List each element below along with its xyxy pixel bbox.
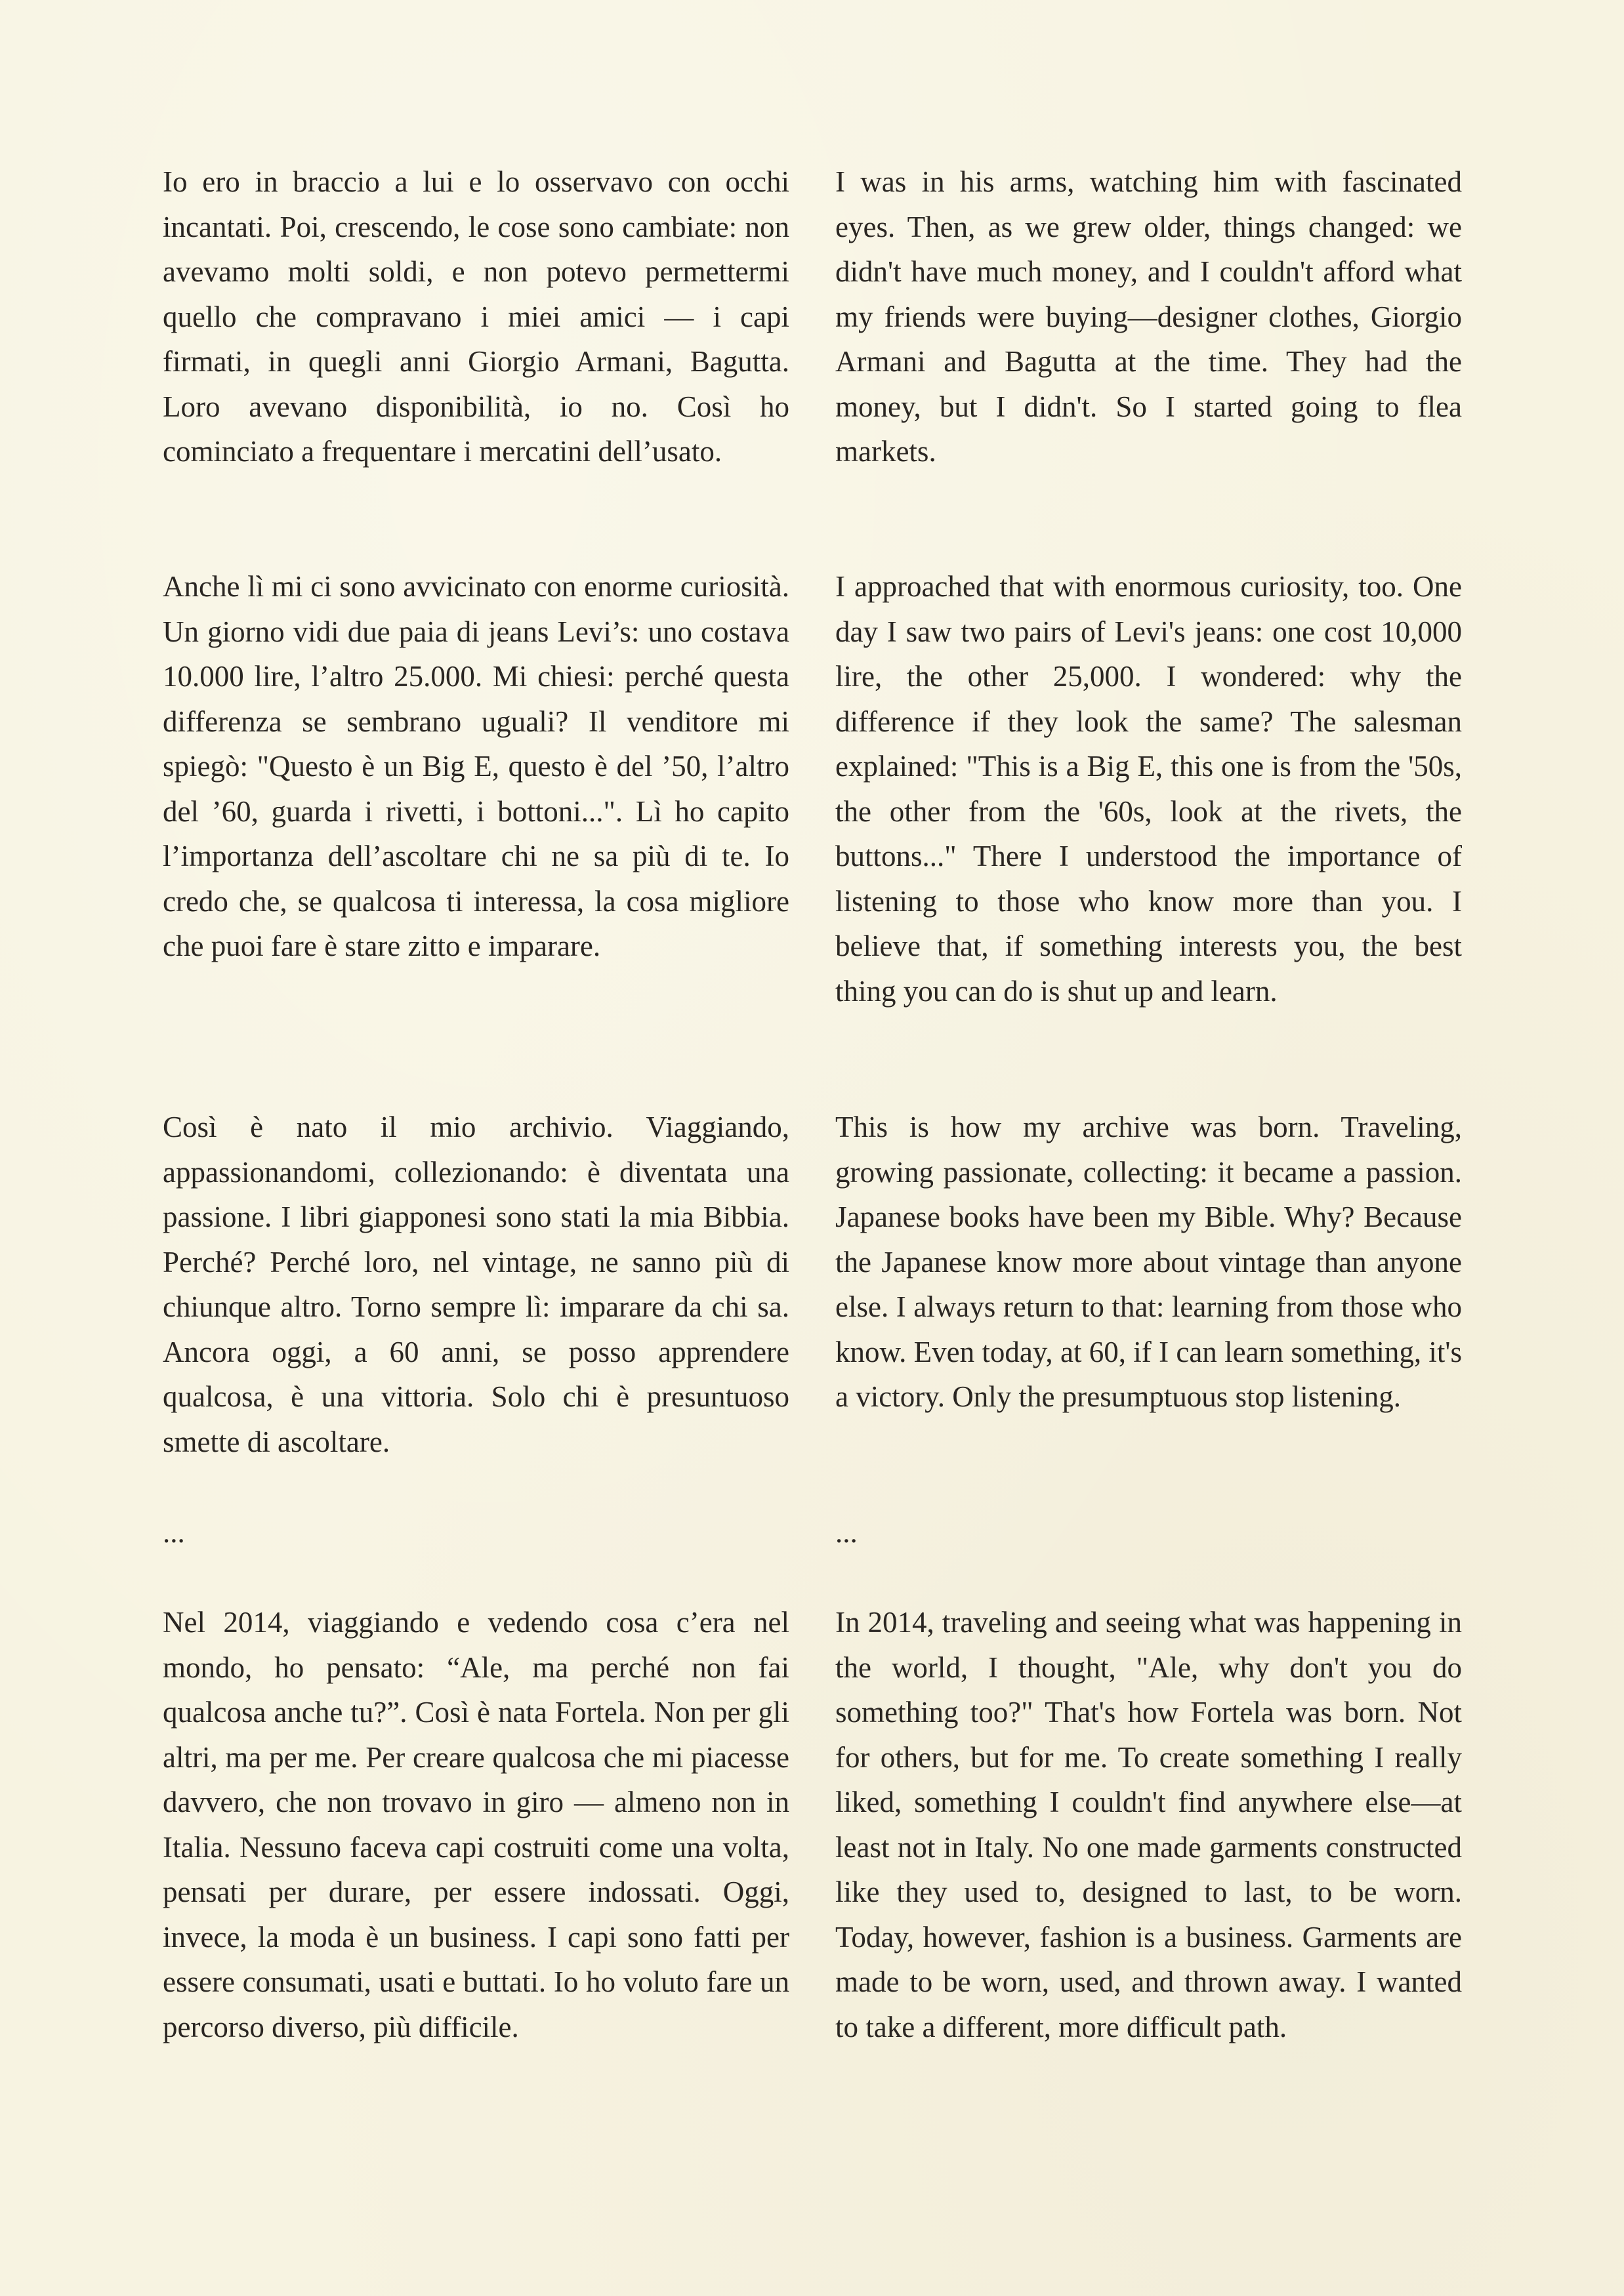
ellipsis-pair [163,1510,1462,1555]
english-paragraph: In 2014, traveling and seeing what was happening in the world, I thought, "Ale, why don't you do something too?" That's how Fortela was born. Not for others, but for me. To create something I really liked, something I couldn't find anywhere else—at least not in Italy. No one made garments constructed like they used to, designed to last, to be worn. Today, however, fashion is a business. Garments are made to be worn, used, and thrown away. I wanted to take a different, more difficult path. [835,1606,1462,2043]
english-paragraph: I approached that with enormous curiosity, too. One day I saw two pairs of Levi's jeans: one cost 10,000 lire, the other 25,000. I wondered: why the difference if they look the same? The salesman explained: "This is a Big E, this one is from the '50s, the other from the '60s, look at the rivets, the buttons..." There I understood the importance of listening to those who know more than you. I believe that, if something interests you, the best thing you can do is shut up and learn. [835,570,1462,1008]
paragraph-pair-4 [163,1600,1462,2049]
english-ellipsis: ... [835,1516,858,1549]
italian-paragraph: Così è nato il mio archivio. Viaggiando, appassionandomi, collezionando: è diventata una passione. I libri giapponesi sono stati la mia Bibbia. Perché? Perché loro, nel vintage, ne sanno più di chiunque altro. Torno sempre lì: imparare da chi sa. Ancora oggi, a 60 anni, se posso apprendere qualcosa, è una vittoria. Solo chi è presuntuoso smette di ascoltare. [163,1111,789,1458]
paragraph-pair-2 [163,564,1462,1014]
italian-paragraph: Anche lì mi ci sono avvicinato con enorme curiosità. Un giorno vidi due paia di jeans Levi’s: uno costava 10.000 lire, l’altro 25.000. Mi chiesi: perché questa differenza se sembrano uguali? Il venditore mi spiegò: "Questo è un Big E, questo è del ’50, l’altro del ’60, guarda i rivetti, i bottoni...". Lì ho capito l’importanza dell’ascoltare chi ne sa più di te. Io credo che, se qualcosa ti interessa, la cosa migliore che puoi fare è stare zitto e imparare. [163,570,789,962]
paragraph-pair-1 [163,159,1462,474]
english-paragraph: This is how my archive was born. Traveling, growing passionate, collecting: it became a passion. Japanese books have been my Bible. Why? Because the Japanese know more about vintage than anyone else. I always return to that: learning from those who know. Even today, at 60, if I can learn something, it's a victory. Only the presumptuous stop listening. [835,1111,1462,1413]
italian-paragraph: Io ero in braccio a lui e lo osservavo con occhi incantati. Poi, crescendo, le cose sono cambiate: non avevamo molti soldi, e non potevo permettermi quello che compravano i miei amici — i capi firmati, in quegli anni Giorgio Armani, Bagutta. Loro avevano disponibilità, io no. Così ho cominciato a frequentare i mercatini dell’usato. [163,165,789,468]
italian-paragraph: Nel 2014, viaggiando e vedendo cosa c’era nel mondo, ho pensato: “Ale, ma perché non fai qualcosa anche tu?”. Così è nata Fortela. Non per gli altri, ma per me. Per creare qualcosa che mi piacesse davvero, che non trovavo in giro — almeno non in Italia. Nessuno faceva capi costruiti come una volta, pensati per durare, per essere indossati. Oggi, invece, la moda è un business. I capi sono fatti per essere consumati, usati e buttati. Io ho voluto fare un percorso diverso, più difficile. [163,1606,789,2043]
english-paragraph: I was in his arms, watching him with fascinated eyes. Then, as we grew older, things changed: we didn't have much money, and I couldn't afford what my friends were buying—designer clothes, Giorgio Armani and Bagutta at the time. They had the money, but I didn't. So I started going to flea markets. [835,165,1462,468]
paragraph-pair-3 [163,1105,1462,1464]
italian-ellipsis: ... [163,1516,185,1549]
